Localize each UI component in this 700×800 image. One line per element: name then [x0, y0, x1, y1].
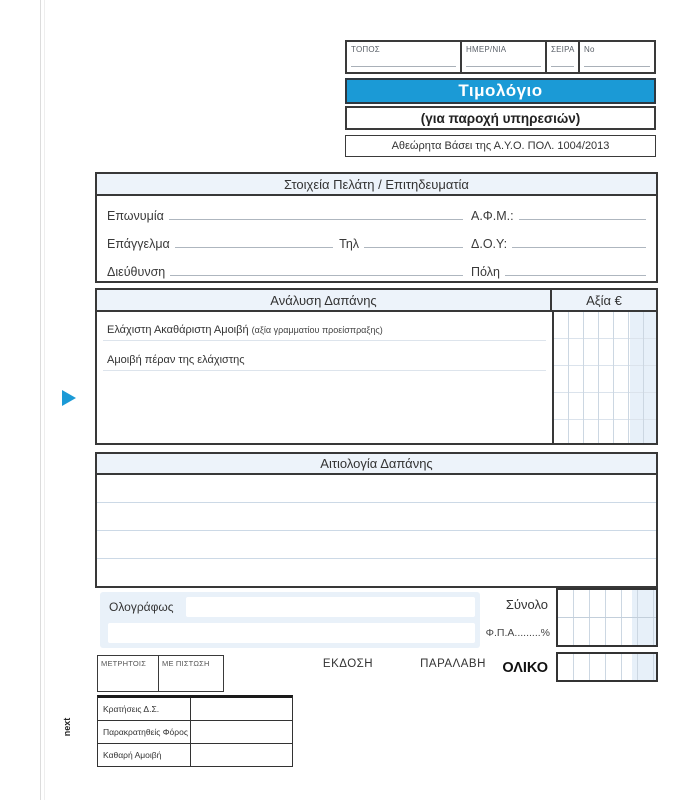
- minimum-fee-label: Ελάχιστη Ακαθάριστη Αμοιβή: [107, 324, 249, 336]
- afm-label: Α.Φ.Μ.:: [471, 208, 514, 223]
- invoice-note: Αθεώρητα Βάσει της Α.Υ.Ο. ΠΟΛ. 1004/2013: [391, 140, 610, 152]
- field-place: [347, 42, 462, 72]
- series-label: ΣΕΙΡΑ: [551, 45, 575, 54]
- doy-group: [463, 238, 646, 253]
- credit-label: ΜΕ ΠΙΣΤΩΣΗ: [162, 659, 210, 668]
- afm-input-line[interactable]: [519, 219, 646, 220]
- analysis-row-2-line[interactable]: [103, 370, 546, 371]
- address-label: Διεύθυνση: [107, 264, 166, 279]
- profession-input-line[interactable]: [175, 247, 333, 248]
- table-row: [98, 721, 292, 744]
- customer-section-header: [95, 172, 658, 196]
- doy-label: Δ.Ο.Υ:: [471, 236, 508, 251]
- analysis-row-1-line[interactable]: [103, 340, 546, 341]
- invoice-note-bar: [345, 135, 656, 157]
- page-edge-line: [40, 0, 41, 800]
- next-page-side-label: next: [62, 717, 72, 737]
- customer-section-title: Στοιχεία Πελάτη / Επιτηδευματία: [284, 176, 469, 192]
- phone-input-line[interactable]: [364, 247, 463, 248]
- extra-fee-label: Αμοιβή πέραν της ελάχιστης: [107, 354, 245, 366]
- city-group: [463, 266, 646, 281]
- value-grid[interactable]: [552, 312, 658, 445]
- analysis-section-title: Ανάλυση Δαπάνης: [270, 292, 377, 308]
- number-input-line[interactable]: [584, 66, 650, 67]
- withheld-tax-label: Παρακρατηθείς Φόρος: [98, 721, 191, 743]
- justification-body[interactable]: [95, 475, 658, 588]
- subtotal-vat-divider: [558, 617, 656, 618]
- net-fee-label: Καθαρή Αμοιβή: [98, 744, 191, 766]
- profession-label: Επάγγελμα: [107, 236, 170, 251]
- customer-row-profession: [97, 224, 656, 252]
- deductions-table: [97, 695, 293, 767]
- analysis-row-1: [107, 324, 383, 336]
- customer-row-name: [97, 196, 656, 224]
- value-column-title: Αξία €: [586, 292, 622, 308]
- invoice-title-bar: [345, 78, 656, 104]
- name-label: Επωνυμία: [107, 208, 164, 223]
- date-label: ΗΜΕΡ/ΝΙΑ: [466, 45, 507, 54]
- afm-group: [463, 210, 646, 225]
- analysis-body: [95, 312, 552, 445]
- minimum-fee-note: (αξία γραμματίου προείσπραξης): [251, 325, 383, 335]
- analysis-row-2: [107, 354, 245, 366]
- city-label: Πόλη: [471, 264, 500, 279]
- invoice-subtitle-bar: [345, 106, 656, 130]
- series-input-line[interactable]: [551, 66, 574, 67]
- value-grid-cells: [554, 312, 656, 443]
- date-input-line[interactable]: [466, 66, 541, 67]
- customer-section-body: [95, 196, 658, 283]
- in-words-label: Ολογράφως: [109, 600, 174, 614]
- justification-section-header: [95, 452, 658, 475]
- address-input-line[interactable]: [170, 275, 463, 276]
- number-label: No: [584, 45, 595, 54]
- amount-in-words-box: [100, 592, 480, 648]
- invoice-title: Τιμολόγιο: [458, 81, 543, 100]
- in-words-line-1[interactable]: [186, 597, 475, 617]
- withheld-tax-value-cell[interactable]: [191, 721, 292, 743]
- page-edge-line-2: [44, 0, 45, 800]
- justification-section-title: Αιτιολογία Δαπάνης: [320, 456, 433, 471]
- credit-checkbox[interactable]: [159, 656, 223, 691]
- total-grid-cells: [558, 654, 656, 680]
- table-row: [98, 698, 292, 721]
- issue-signature-label: ΕΚΔΟΣΗ: [322, 658, 374, 670]
- receipt-signature-label: ΠΑΡΑΛΑΒΗ: [420, 658, 486, 670]
- invoice-subtitle: (για παροχή υπηρεσιών): [420, 110, 581, 126]
- payment-method-box: [97, 655, 224, 692]
- city-input-line[interactable]: [505, 275, 646, 276]
- header-fields-row: [345, 40, 656, 74]
- doy-input-line[interactable]: [512, 247, 646, 248]
- field-number: [580, 42, 654, 72]
- ds-deductions-value-cell[interactable]: [191, 698, 292, 720]
- blue-arrow-marker: [62, 390, 76, 406]
- cash-label: ΜΕΤΡΗΤΟΙΣ: [101, 659, 147, 668]
- total-grid-box[interactable]: [556, 652, 658, 682]
- subtotal-label: Σύνολο: [505, 597, 548, 612]
- field-series: [547, 42, 580, 72]
- subtotal-grid-box[interactable]: [556, 588, 658, 647]
- value-column-header: [552, 288, 658, 312]
- net-fee-value-cell[interactable]: [191, 744, 292, 766]
- ds-deductions-label: Κρατήσεις Δ.Σ.: [98, 698, 191, 720]
- vat-label: Φ.Π.Α.........%: [485, 627, 550, 639]
- name-input-line[interactable]: [169, 219, 463, 220]
- place-input-line[interactable]: [351, 66, 456, 67]
- analysis-section-header: [95, 288, 552, 312]
- customer-row-address: [97, 252, 656, 280]
- field-date: [462, 42, 547, 72]
- in-words-line-2[interactable]: [108, 623, 475, 643]
- total-label: ΟΛΙΚΟ: [502, 660, 548, 676]
- table-row: [98, 744, 292, 766]
- place-label: ΤΟΠΟΣ: [351, 45, 380, 54]
- cash-checkbox[interactable]: [98, 656, 159, 691]
- phone-label: Τηλ: [339, 236, 360, 251]
